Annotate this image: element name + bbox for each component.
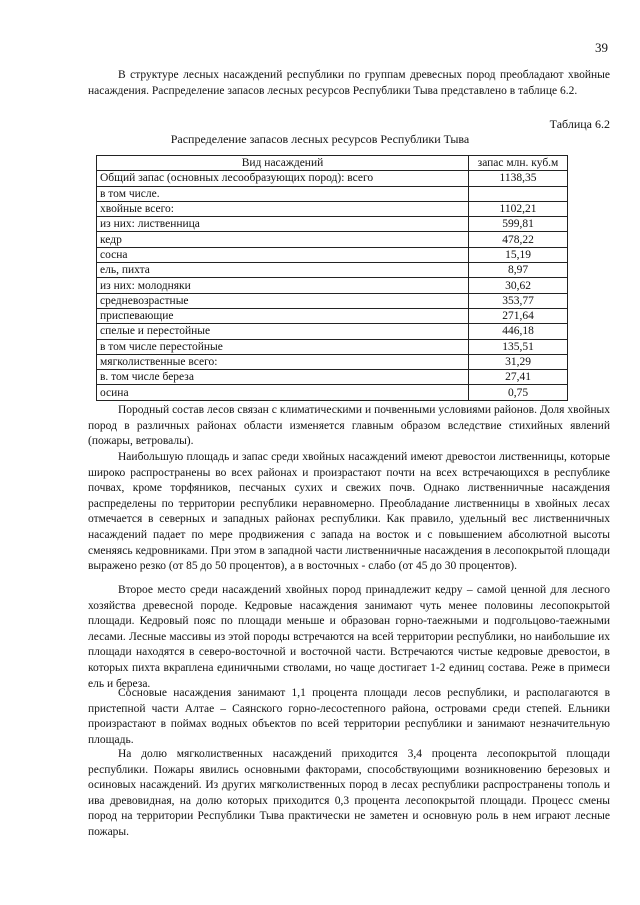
row-value: 27,41: [469, 370, 568, 385]
row-value: 1138,35: [469, 171, 568, 186]
row-name: спелые и перестойные: [97, 324, 469, 339]
table-row: [97, 201, 568, 216]
table-row: [97, 308, 568, 323]
row-value: [469, 186, 568, 201]
table-row: [97, 232, 568, 247]
table-row: [97, 217, 568, 232]
row-name: из них: лиственница: [97, 217, 469, 232]
table-row: [97, 370, 568, 385]
table-row: [97, 263, 568, 278]
row-name: из них: молодняки: [97, 278, 469, 293]
row-value: 478,22: [469, 232, 568, 247]
row-name: кедр: [97, 232, 469, 247]
table-row: [97, 171, 568, 186]
row-value: 1102,21: [469, 201, 568, 216]
table-row: [97, 247, 568, 262]
table-row: [97, 186, 568, 201]
forest-stock-table: [96, 155, 568, 401]
page-number: 39: [595, 40, 608, 55]
paragraph-pine-spruce: Сосновые насаждения занимают 1,1 процента площади лесов республики, и располагаются в пристепной части Алтае – Саянского горно-лесостепного района, островами среди степей. Ельники произрастают в поймах водных объектов по всей территории республики и занимают незначительную площадь.: [88, 687, 610, 746]
paragraph-softwood: На долю мягколиственных насаждений приходится 3,4 процента лесопокрытой площади республики. Пожары явились основными факторами, способствующими возникновению березовых и осиновых насаждений. Из других мягколиственных пород в лесах республики распространены тополь и ива древовидная, на долю которых приходится 0,3 процента лесопокрытой площади. Процесс смены пород на территории Республики Тыва практически не заметен и основную роль в нем играют лесные пожары.: [88, 748, 610, 838]
table-row: [97, 324, 568, 339]
table-header-row: [97, 156, 568, 171]
table-row: [97, 339, 568, 354]
table-row: [97, 278, 568, 293]
row-value: 353,77: [469, 293, 568, 308]
row-name: в том числе.: [97, 186, 469, 201]
table-row: [97, 354, 568, 369]
row-name: осина: [97, 385, 469, 400]
row-value: 599,81: [469, 217, 568, 232]
table-label: Таблица 6.2: [549, 117, 610, 131]
row-name: ель, пихта: [97, 263, 469, 278]
row-value: 446,18: [469, 324, 568, 339]
row-name: Общий запас (основных лесообразующих пород): всего: [97, 171, 469, 186]
row-value: 271,64: [469, 308, 568, 323]
table-row: [97, 293, 568, 308]
row-name: средневозрастные: [97, 293, 469, 308]
column-header-type: Вид насаждений: [97, 156, 469, 171]
row-name: приспевающие: [97, 308, 469, 323]
row-value: 31,29: [469, 354, 568, 369]
intro-paragraph: В структуре лесных насаждений республики по группам древесных пород преобладают хвойные насаждения. Распределение запасов лесных ресурсов Республики Тыва представлено в таблице 6.2.: [88, 69, 610, 97]
row-name: мягколиственные всего:: [97, 354, 469, 369]
row-value: 8,97: [469, 263, 568, 278]
paragraph-cedar: Второе место среди насаждений хвойных пород принадлежит кедру – самой ценной для лесного хозяйства древесной породе. Кедровые насаждения занимают чуть менее половины лесопокрытой площади. Кедровый пояс по площади меньше и образован горно-таежными и подгольцово-таежными лесами. Лесные массивы из этой породы встречаются на всей территории республики, но наибольшие их площади находятся в северо-восточной и восточной части. Встречаются чистые кедровые древостои, в которых пихта вкраплена единичными стволами, но чаще достигает 1-2 единиц состава. Реже в примеси ель и береза.: [88, 584, 610, 690]
row-name: в. том числе береза: [97, 370, 469, 385]
row-value: 135,51: [469, 339, 568, 354]
paragraph-species-composition: Породный состав лесов связан с климатическими и почвенными условиями районов. Доля хвойных пород в различных районах области изменяется главным образом вследствие стихийных явлений (пожары, ветровалы).: [88, 404, 610, 448]
row-value: 0,75: [469, 385, 568, 400]
row-name: в том числе перестойные: [97, 339, 469, 354]
column-header-stock: запас млн. куб.м: [469, 156, 568, 171]
paragraph-larch: Наибольшую площадь и запас среди хвойных насаждений имеют древостои лиственницы, которые широко распространены во всех районах и произрастают почти на всех встречающихся в республике почвах, кроме торфяников, песчаных сухих и свежих почв. Однако лиственничные насаждения распределены по территории республики неравномерно. Преобладание лиственницы в хвойных лесах отмечается в северных и западных районах республики. Как правило, удельный вес лиственничных насаждений падает по мере продвижения с запада на восток и с повышением абсолютной высоты сменяясь кедровниками. При этом в западной части лиственничные насаждения в лесопокрытой площади выражено резко (от 85 до 50 процентов), а в восточных - слабо (от 45 до 30 процентов).: [88, 451, 610, 573]
row-name: сосна: [97, 247, 469, 262]
row-value: 30,62: [469, 278, 568, 293]
row-value: 15,19: [469, 247, 568, 262]
row-name: хвойные всего:: [97, 201, 469, 216]
table-caption: Распределение запасов лесных ресурсов Республики Тыва: [170, 132, 470, 146]
table-row: [97, 385, 568, 400]
